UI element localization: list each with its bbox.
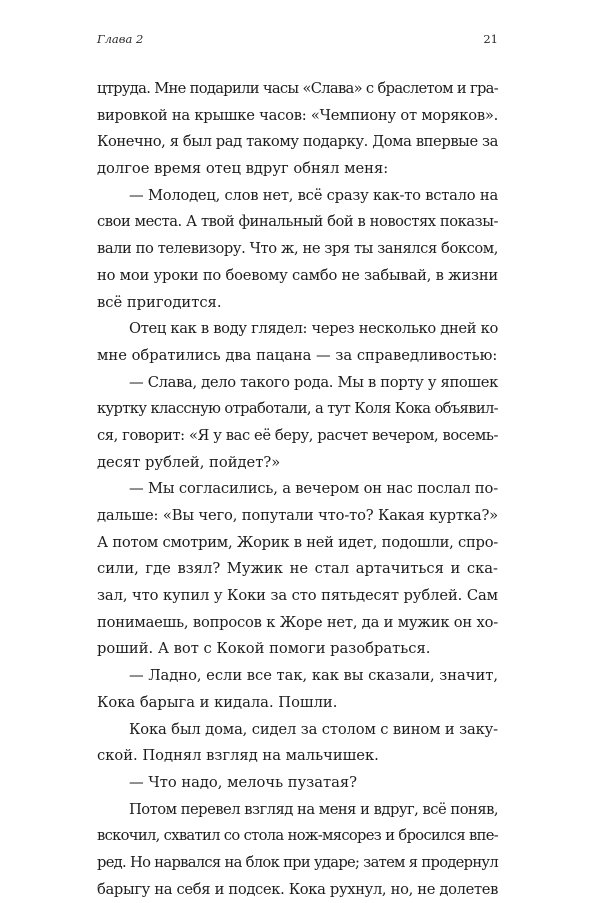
text-line: — Ладно, если все так, как вы сказали, значит, xyxy=(129,667,498,685)
text-line: Отец как в воду глядел: через несколько дней ко xyxy=(129,320,498,338)
text-line: Кока барыга и кидала. Пошли. xyxy=(97,693,338,711)
text-line: Конечно, я был рад такому подарку. Дома впервые за xyxy=(97,133,498,151)
page-number: 21 xyxy=(483,32,498,46)
text-line: — Молодец, слов нет, всё сразу как-то встало на xyxy=(129,186,498,204)
text-line: — Что надо, мелочь пузатая? xyxy=(129,773,358,791)
text-line: цтруда. Мне подарили часы «Слава» с браслетом и гра- xyxy=(97,80,498,97)
text-line: зал, что купил у Коки за сто пятьдесят рублей. Сам xyxy=(97,587,498,605)
text-line: сили, где взял? Мужик не стал артачиться и ска- xyxy=(97,560,498,578)
text-line: ской. Поднял взгляд на мальчишек. xyxy=(97,747,379,765)
text-line: вали по телевизору. Что ж, не зря ты занялся боксом, xyxy=(97,240,498,258)
text-line: — Слава, дело такого рода. Мы в порту у япошек xyxy=(129,373,498,391)
text-line: дальше: «Вы чего, попутали что-то? Какая куртка?» xyxy=(97,507,498,524)
text-line: мне обратились два пацана — за справедливостью: xyxy=(97,346,498,364)
text-line: вировкой на крышке часов: «Чемпиону от моряков». xyxy=(97,106,498,124)
text-line: роший. А вот с Кокой помоги разобраться. xyxy=(97,640,431,658)
text-line: А потом смотрим, Жорик в ней идет, подошли, спро- xyxy=(97,533,498,551)
text-line: понимаешь, вопросов к Жоре нет, да и мужик он хо- xyxy=(97,613,498,631)
text-line: ся, говорит: «Я у вас её беру, расчет вечером, восемь- xyxy=(97,426,498,444)
text-line: — Мы согласились, а вечером он нас послал по- xyxy=(129,480,498,498)
text-line: Кока был дома, сидел за столом с вином и заку- xyxy=(129,720,498,738)
text-line: ред. Но нарвался на блок при ударе; затем я продернул xyxy=(97,853,498,871)
text-line: долгое время отец вдруг обнял меня: xyxy=(97,160,389,178)
text-line: но мои уроки по боевому самбо не забывай, в жизни xyxy=(97,266,498,284)
text-line: куртку классную отработали, а тут Коля Кока объявил- xyxy=(97,400,498,418)
running-header xyxy=(97,32,498,48)
text-line: свои места. А твой финальный бой в новостях показы- xyxy=(97,213,498,231)
text-line: десят рублей, пойдет?» xyxy=(97,453,281,471)
text-line: барыгу на себя и подсек. Кока рухнул, но, не долетев xyxy=(97,880,498,898)
text-line: Потом перевел взгляд на меня и вдруг, всё поняв, xyxy=(129,800,498,818)
text-line: вскочил, схватил со стола нож-мясорез и бросился впе- xyxy=(97,827,498,845)
text-line: всё пригодится. xyxy=(97,293,222,311)
chapter-title: Глава 2 xyxy=(97,32,144,46)
body-text xyxy=(97,76,498,903)
